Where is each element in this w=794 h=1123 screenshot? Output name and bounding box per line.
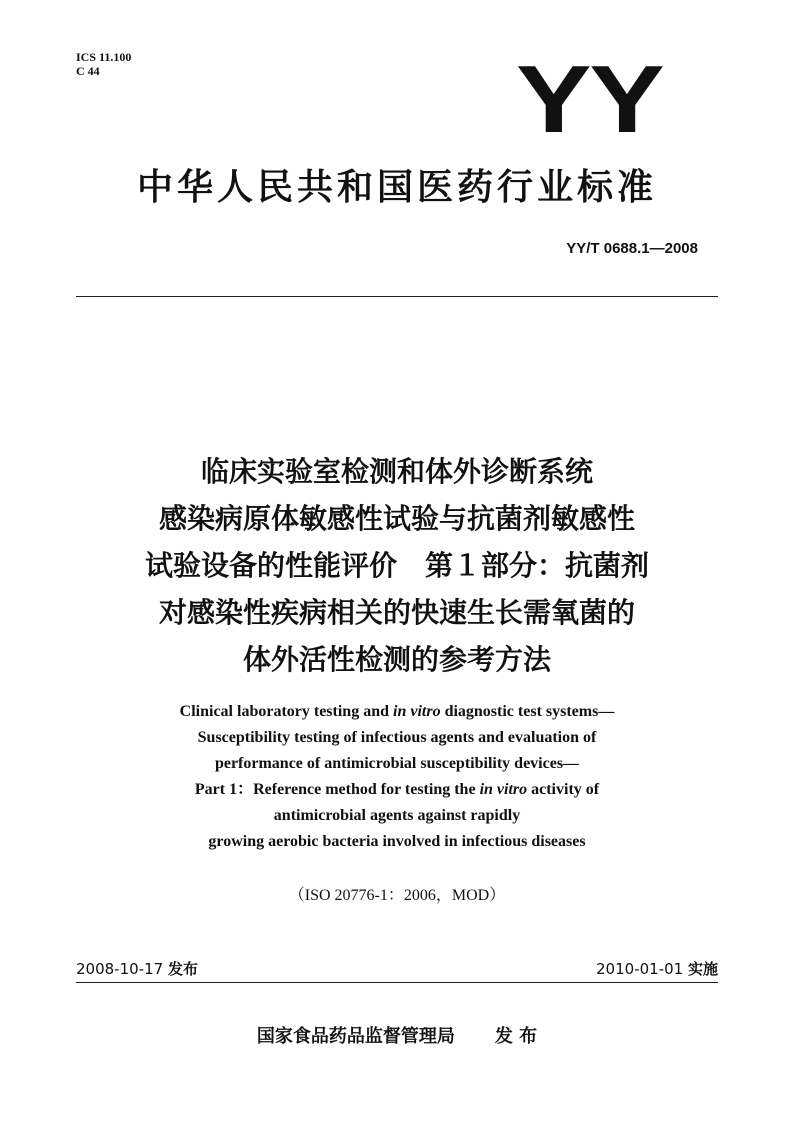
title-zh-line-5: 体外活性检测的参考方法 — [242, 643, 551, 676]
top-divider — [76, 296, 718, 297]
standard-number: YY/T 0688.1—2008 — [566, 240, 698, 257]
issue-label: 发布 — [167, 960, 198, 978]
title-en-italic: in vitro — [393, 703, 441, 720]
title-en-text: diagnostic test systems— — [440, 703, 615, 720]
classification-codes — [76, 50, 131, 78]
publisher-name: 国家食品药品监督管理局 — [256, 1026, 455, 1047]
title-en-line-1 — [60, 699, 734, 725]
title-en-text: activity of — [527, 781, 600, 798]
title-en-text: Part 1：Reference method for testing the — [194, 781, 480, 798]
yy-logo: YY — [516, 46, 663, 153]
title-zh-line-2: 感染病原体敏感性试验与抗菌剂敏感性 — [158, 502, 635, 535]
title-zh-line-3: 试验设备的性能评价 第１部分：抗菌剂 — [144, 549, 649, 582]
issue-date: 2008-10-17 — [76, 960, 164, 978]
iso-reference: （ISO 20776-1：2006，MOD） — [288, 887, 506, 904]
ics-code: ICS 11.100 — [76, 50, 132, 64]
title-english — [60, 699, 734, 855]
org-title: 中华人民共和国医药行业标准 — [136, 167, 657, 208]
title-zh-line-4: 对感染性疾病相关的快速生长需氧菌的 — [158, 596, 635, 629]
issue-date-block — [76, 958, 198, 979]
effective-date-block — [596, 958, 718, 979]
title-en-line-4 — [60, 777, 734, 803]
title-en-line-3: performance of antimicrobial susceptibility devices— — [214, 755, 580, 772]
title-en-italic: in vitro — [479, 781, 528, 798]
bottom-divider — [76, 982, 718, 983]
publisher-block — [76, 1022, 718, 1048]
title-en-text: Clinical laboratory testing and — [179, 703, 393, 720]
title-en-line-6: growing aerobic bacteria involved in infectious diseases — [208, 833, 586, 850]
ccs-code: C 44 — [76, 64, 100, 78]
effective-label: 实施 — [687, 960, 718, 978]
effective-date: 2010-01-01 — [596, 960, 684, 978]
title-en-line-5: antimicrobial agents against rapidly — [273, 807, 521, 824]
title-chinese — [40, 448, 754, 683]
publisher-action: 发 布 — [494, 1026, 538, 1047]
title-zh-line-1: 临床实验室检测和体外诊断系统 — [200, 455, 593, 488]
title-en-line-2: Susceptibility testing of infectious agents and evaluation of — [197, 729, 597, 746]
